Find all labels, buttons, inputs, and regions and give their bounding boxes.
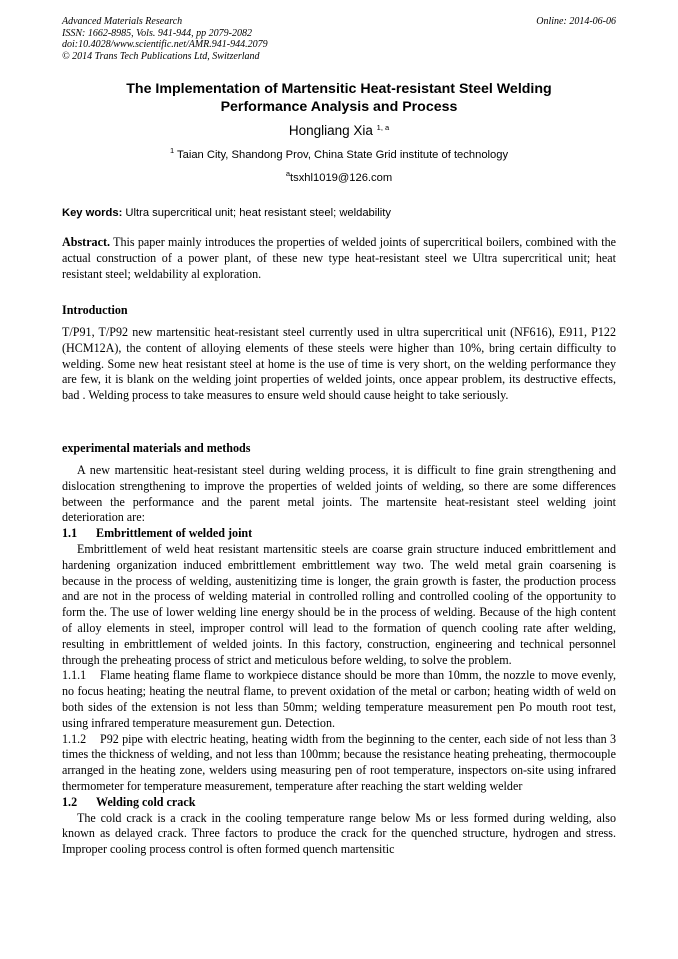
keywords-text: Ultra supercritical unit; heat resistant steel; weldability — [125, 207, 391, 219]
abstract-paragraph — [62, 235, 616, 282]
subsection-1-1-1-paragraph — [62, 668, 616, 731]
email-line — [62, 171, 616, 186]
subsection-1-2-number: 1.2 — [62, 794, 78, 809]
abstract-text: This paper mainly introduces the properties of welded joints of supercritical boilers, combined with the actual construction of a power plant, of these new type heat-resistant steel we Ultra supercritical unit; heat resistant steel; weldability al exploration. — [62, 235, 616, 281]
subsection-1-1-number: 1.1 — [62, 526, 78, 541]
paper-title — [62, 80, 616, 116]
affiliation-text: Taian City, Shandong Prov, China State Grid institute of technology — [177, 149, 509, 161]
abstract-label: Abstract. — [62, 235, 111, 249]
subsection-1-1-paragraph: Embrittlement of weld heat resistant martensitic steels are coarse grain structure induced embrittlement and hardening organization induced embrittlement embrittlement way two. The weld metal grain coarsening is because in the process of welding, austenitizing time is longer, the grain growth is faster, the production process and are not in the process of welding material in controlled rolling and controlled cooling of the opportunity to form the. The use of lower welding line energy should be in the process of welding. Because of the high content of alloy elements in steel, improper control will lead to the formation of quench cooling rate after welding, resulting in embrittlement of welded joints. In this factory, construction, engineering and technical personnel through the preheating process of strict and meticulous before welding, to solve the problem. — [62, 541, 616, 667]
title-line-1: The Implementation of Martensitic Heat-resistant Steel Welding — [126, 81, 552, 97]
subsection-1-1-title: Embrittlement of welded joint — [96, 526, 253, 541]
experimental-heading: experimental materials and methods — [62, 441, 251, 455]
issn-line: ISSN: 1662-8985, Vols. 941-944, pp 2079-2082 — [62, 27, 252, 39]
subsection-1-1-heading — [62, 526, 616, 542]
subsection-1-1-2-number: 1.1.2 — [62, 731, 87, 746]
subsection-1-1-1-number: 1.1.1 — [62, 668, 87, 683]
experimental-section — [62, 463, 616, 858]
subsection-1-1-2-paragraph — [62, 732, 616, 795]
affiliation-superscript: 1 — [169, 146, 175, 155]
email-address[interactable]: tsxhl1019@126.com — [290, 172, 393, 184]
subsection-1-1-1-text: Flame heating flame flame to workpiece distance should be more than 10mm, the nozzle to move evenly, no focus heating; heating the neutral flame, to prevent oxidation of the metal or carbon; heating width of weld on both sides of the extension is not less than 50mm; welding temperature measurement pen Po mouth root test, using infrared temperature measurement gun. Detection. — [62, 668, 616, 730]
online-date: Online: 2014-06-06 — [536, 16, 616, 27]
experimental-intro-paragraph: A new martensitic heat-resistant steel during welding process, it is difficult to fine grain strengthening and dislocation strengthening to improve the properties of welded joints of welding, so there are some differences between the performance and the parent metal joints. The martensite heat-resistant steel welding joint deterioration are: — [62, 463, 616, 525]
introduction-heading: Introduction — [62, 303, 128, 317]
subsection-1-2-title: Welding cold crack — [96, 794, 196, 809]
subsection-1-1-2-text: P92 pipe with electric heating, heating width from the beginning to the center, each side of not less than 3 times the thickness of welding, and not less than 100mm; because the resistance heating preheating, thermocouple arranged in the heating zone, welders using measuring pen of root temperature, inspectors on-site using infrared thermometer for temperature measurement, temperature after reaching the start welding welder — [62, 731, 616, 793]
title-line-2: Performance Analysis and Process — [220, 99, 458, 115]
introduction-paragraph: T/P91, T/P92 new martensitic heat-resistant steel currently used in ultra supercritical unit (NF616), E911, P122 (HCM12A), the content of alloying elements of these steels were higher than 10%, bring certain difficulty to welding. Some new heat resistant steel at home is the use of time is very short, on the welding performance they are few, it is blank on the welding joint properties of welded joints, once appear problem, its destructive effects, bad . Welding process to take measures to ensure weld should cause height to take seriously. — [62, 325, 616, 403]
subsection-1-2-paragraph: The cold crack is a crack in the cooling temperature range below Ms or less formed during welding, also known as delayed crack. Three factors to produce the crack for the quenched structure, hydrogen and stress. Improper cooling process control is often formed quench martensitic — [62, 810, 616, 857]
journal-name: Advanced Materials Research — [62, 16, 183, 27]
copyright-line: © 2014 Trans Tech Publications Ltd, Switzerland — [62, 50, 260, 62]
journal-header — [62, 16, 616, 62]
author-name: Hongliang Xia — [288, 123, 373, 138]
keywords-label: Key words: — [62, 207, 123, 219]
doi-line: doi:10.4028/www.scientific.net/AMR.941-944.2079 — [62, 39, 268, 50]
subsection-1-2-heading — [62, 795, 616, 811]
author-superscript: 1, a — [376, 123, 390, 132]
email-superscript: a — [285, 169, 290, 178]
affiliation-line — [62, 148, 616, 163]
author-line — [62, 122, 616, 140]
keywords-line — [62, 206, 616, 221]
